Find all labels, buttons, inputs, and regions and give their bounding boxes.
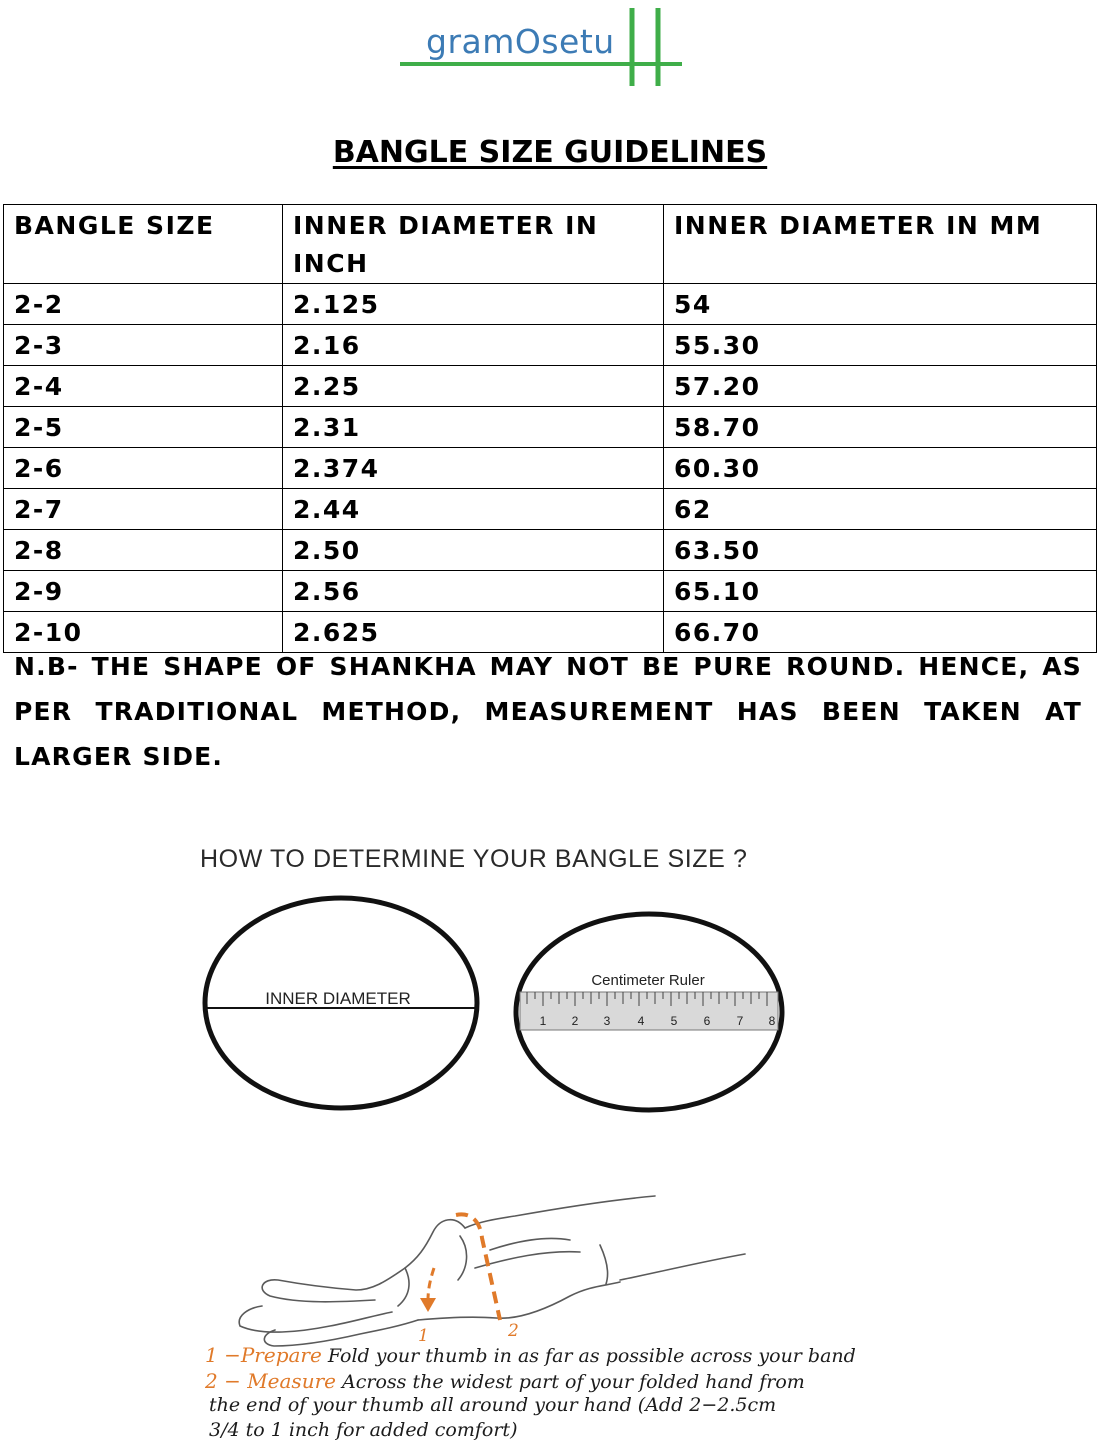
cell-mm: 65.10 [664, 571, 1097, 612]
inner-diameter-label: INNER DIAMETER [265, 989, 411, 1008]
ruler-number: 7 [736, 1014, 744, 1028]
step1-text: Fold your thumb in as far as possible across your band [321, 1345, 856, 1367]
hand-marker-1: 1 [418, 1326, 429, 1346]
instruction-step-1 [205, 1343, 856, 1367]
ruler-number: 5 [670, 1014, 678, 1028]
cell-mm: 62 [664, 489, 1097, 530]
cell-mm: 60.30 [664, 448, 1097, 489]
step2-label: 2 − Measure [205, 1369, 336, 1393]
page-title: BANGLE SIZE GUIDELINES [332, 135, 768, 170]
cell-size: 2-9 [4, 571, 283, 612]
fold-arrow-icon [428, 1268, 434, 1300]
cell-size: 2-6 [4, 448, 283, 489]
cell-inch: 2.374 [283, 448, 664, 489]
cell-mm: 63.50 [664, 530, 1097, 571]
cell-inch: 2.56 [283, 571, 664, 612]
cell-size: 2-10 [4, 612, 283, 653]
cell-mm: 57.20 [664, 366, 1097, 407]
header-bangle-size: BANGLE SIZE [4, 205, 283, 284]
instruction-step-2 [205, 1369, 805, 1393]
cell-size: 2-4 [4, 366, 283, 407]
hand-marker-2: 2 [508, 1321, 519, 1341]
cell-inch: 2.25 [283, 366, 664, 407]
header-inner-diameter-inch: INNER DIAMETER IN INCH [283, 205, 664, 284]
step2-text: Across the widest part of your folded hand from [335, 1371, 805, 1393]
arrow-head-icon [420, 1298, 436, 1312]
ruler-number: 3 [603, 1014, 611, 1028]
diagram-heading: HOW TO DETERMINE YOUR BANGLE SIZE ? [200, 845, 748, 873]
shankha-note: N.B- THE SHAPE OF SHANKHA MAY NOT BE PURE ROUND. HENCE, AS PER TRADITIONAL METHOD, MEASUREMENT HAS BEEN TAKEN AT LARGER SIDE. [14, 652, 1082, 771]
cell-size: 2-3 [4, 325, 283, 366]
cell-size: 2-7 [4, 489, 283, 530]
cell-mm: 58.70 [664, 407, 1097, 448]
cell-inch: 2.31 [283, 407, 664, 448]
header-inner-diameter-mm: INNER DIAMETER IN MM [664, 205, 1097, 284]
instruction-line-4: 3/4 to 1 inch for added comfort) [209, 1419, 518, 1441]
ruler-number: 2 [571, 1014, 579, 1028]
cell-mm: 55.30 [664, 325, 1097, 366]
cell-mm: 66.70 [664, 612, 1097, 653]
cell-inch: 2.44 [283, 489, 664, 530]
ruler-label: Centimeter Ruler [591, 972, 705, 989]
ruler-number: 4 [637, 1014, 645, 1028]
cell-inch: 2.50 [283, 530, 664, 571]
cell-inch: 2.625 [283, 612, 664, 653]
ruler-number: 8 [768, 1014, 776, 1028]
cell-size: 2-5 [4, 407, 283, 448]
cell-size: 2-8 [4, 530, 283, 571]
cell-inch: 2.16 [283, 325, 664, 366]
cell-size: 2-2 [4, 284, 283, 325]
ruler-number: 6 [703, 1014, 711, 1028]
logo-text: gramOsetu [426, 22, 615, 61]
step1-label: 1 −Prepare [205, 1343, 322, 1367]
ruler-number: 1 [539, 1014, 547, 1028]
hand-icon [239, 1196, 745, 1346]
cell-mm: 54 [664, 284, 1097, 325]
cell-inch: 2.125 [283, 284, 664, 325]
instruction-line-3: the end of your thumb all around your hand (Add 2−2.5cm [209, 1394, 777, 1416]
